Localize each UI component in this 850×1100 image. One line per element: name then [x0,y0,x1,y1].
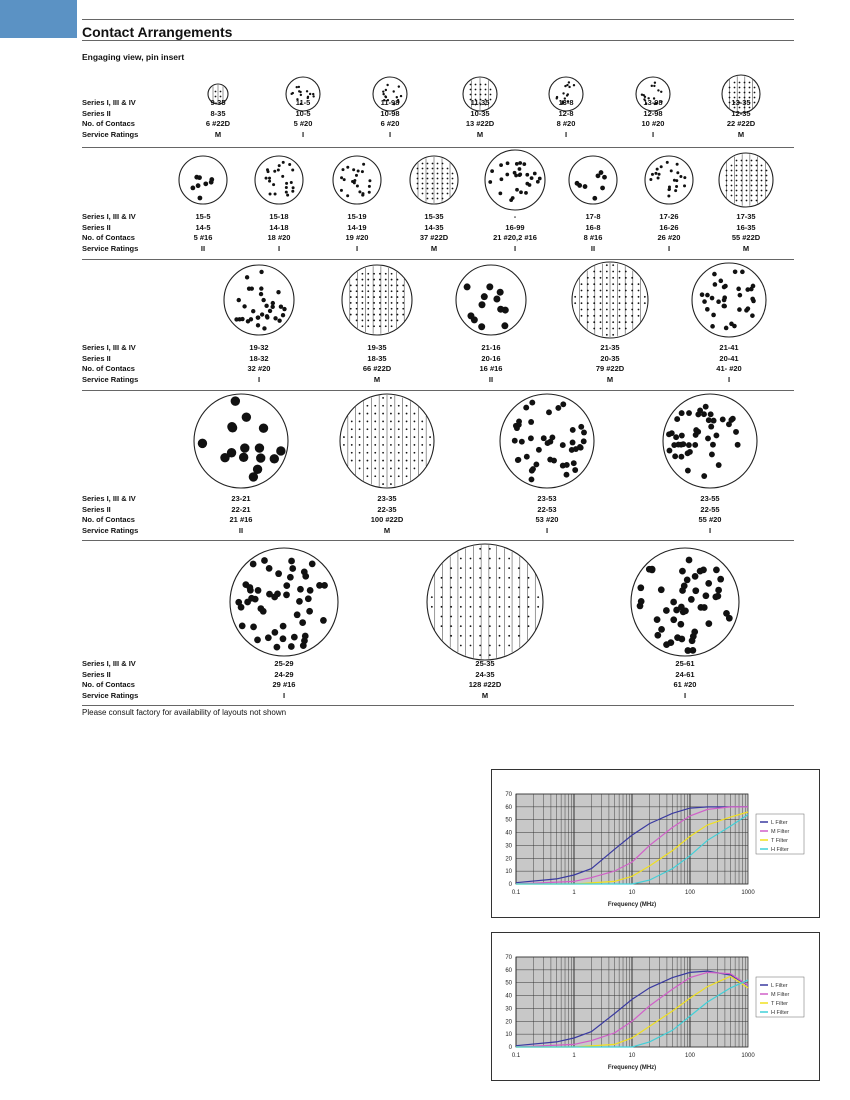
arrangement-series-2: 16-26 [659,222,679,232]
arrangement-series-2: 12-98 [643,108,663,118]
y-tick-label: 20 [505,856,512,863]
arrangement-contacts: 55 #20 [698,515,722,524]
insert-disc-diagram [570,260,650,340]
arrangement-series-2: 18-35 [367,353,387,363]
row-label: No. of Contacs [82,233,135,242]
arrangement-series-1-3-4: 21-16 [481,343,501,352]
arrangement-series-1-3-4: 25-61 [675,659,695,668]
y-tick-label: 40 [505,830,512,837]
arrangement-rating: I [545,525,549,535]
arrangement-series-1-3-4: - [513,212,517,221]
row-label: Series I, III & IV [82,98,136,107]
arrangement-rating: II [238,525,244,535]
arrangement-series-1-3-4: 23-55 [700,494,720,503]
arrangement-contacts: 22 #22D [726,119,756,128]
row-divider [82,540,794,541]
insert-disc-diagram [498,392,596,490]
x-tick-label: 1 [572,890,576,896]
corner-color-tab [0,0,77,38]
legend-label: T Filter [771,838,789,844]
arrangement-series-2: 18-32 [249,353,269,363]
row-label: Service Ratings [82,690,139,700]
insert-disc-diagram [717,151,775,209]
arrangement-entry [665,494,755,536]
arrangement-rating: I [683,690,687,700]
y-tick-label: 50 [505,980,512,987]
arrangement-contacts: 55 #22D [731,233,761,242]
arrangement-entry [332,343,422,385]
arrangement-series-1-3-4: 11-35 [470,98,490,107]
arrangement-series-2: 16-99 [505,222,525,232]
y-tick-label: 60 [505,804,512,811]
row-divider [82,259,794,260]
arrangement-series-2: 22-35 [377,504,397,514]
insert-disc-diagram [425,542,545,662]
arrangement-rating: M [481,690,489,700]
x-tick-label: 1 [572,1053,576,1059]
arrangement-rating: I [651,129,655,139]
arrangement-contacts: 8 #16 [583,233,603,242]
arrangement-series-2: 24-61 [675,669,695,679]
arrangement-series-2: 14-18 [269,222,289,232]
x-tick-label: 1000 [741,890,755,896]
insert-disc-diagram [567,154,619,206]
legend-label: H Filter [771,1010,789,1016]
arrangement-series-1-3-4: 15-18 [269,212,289,221]
row-labels [82,343,138,385]
arrangement-entry [565,343,655,385]
arrangement-series-2: 10-5 [295,108,311,118]
arrangement-rating: M [476,129,484,139]
arrangement-contacts: 21 #20,2 #16 [493,233,537,242]
row-label: Service Ratings [82,129,139,139]
arrangement-series-1-3-4: 13-35 [731,98,751,107]
row-label: No. of Contacs [82,680,135,689]
row-label: Series II [82,504,111,514]
arrangement-contacts: 5 #20 [293,119,313,128]
arrangement-series-2: 16-8 [585,222,601,232]
arrangement-contacts: 66 #22D [362,364,392,373]
arrangement-series-1-3-4: 17-8 [585,212,601,221]
row-label: Series II [82,222,111,232]
arrangement-rating: I [564,129,568,139]
arrangement-series-1-3-4: 11-5 [295,98,311,107]
y-tick-label: 70 [505,955,512,961]
insert-disc-diagram [661,392,759,490]
arrangement-series-1-3-4: 15-35 [424,212,444,221]
arrangement-rating: I [388,129,392,139]
arrangement-entry [701,212,791,254]
arrangement-contacts: 26 #20 [657,233,681,242]
arrangement-contacts: 19 #20 [345,233,369,242]
arrangement-series-2: 10-35 [470,108,490,118]
arrangement-series-1-3-4: 15-5 [195,212,211,221]
arrangement-rating: M [430,243,438,253]
arrangement-entry [435,98,525,140]
arrangement-series-1-3-4: 11-98 [380,98,400,107]
arrangement-contacts: 100 #22D [370,515,404,524]
row-label: Series II [82,353,111,363]
arrangement-series-1-3-4: 25-29 [274,659,294,668]
arrangement-contacts: 79 #22D [595,364,625,373]
insert-disc-diagram [228,546,340,658]
arrangement-rating: I [257,374,261,384]
arrangement-contacts: 8 #20 [556,119,576,128]
row-label: Service Ratings [82,525,139,535]
arrangement-rating: M [214,129,222,139]
x-tick-label: 100 [684,1053,696,1059]
arrangement-series-2: 22-53 [537,504,557,514]
insert-disc-diagram [192,392,290,490]
row-labels [82,212,138,254]
insert-disc-diagram [253,154,305,206]
arrangement-series-2: 14-5 [195,222,211,232]
arrangement-entry [342,494,432,536]
arrangement-rating: II [200,243,206,253]
insert-disc-diagram [340,263,414,337]
arrangement-series-1-3-4: 19-35 [367,343,387,352]
y-tick-label: 20 [505,1019,512,1026]
arrangement-rating: I [513,243,517,253]
row-label: Series II [82,108,111,118]
arrangement-entry [258,98,348,140]
arrangement-rating: M [373,374,381,384]
legend-label: T Filter [771,1001,789,1007]
y-tick-label: 10 [505,869,512,876]
footer-note: Please consult factory for availability of layouts not shown [82,708,287,717]
arrangement-series-2: 22-55 [700,504,720,514]
insert-disc-diagram [454,263,528,337]
arrangement-series-1-3-4: 15-19 [347,212,367,221]
arrangement-contacts: 16 #16 [479,364,503,373]
attenuation-chart-2 [492,933,819,1080]
header-bottom-rule [82,40,794,41]
arrangement-series-1-3-4: 9-35 [210,98,226,107]
arrangement-entry [640,659,730,701]
arrangement-series-2: 8-35 [210,108,226,118]
insert-disc-diagram [222,263,296,337]
row-label: Service Ratings [82,243,139,253]
arrangement-series-1-3-4: 13-98 [643,98,663,107]
y-tick-label: 60 [505,967,512,974]
arrangement-series-2: 12-8 [558,108,574,118]
arrangement-entry [502,494,592,536]
y-tick-label: 30 [505,1006,512,1013]
arrangement-entry [173,98,263,140]
arrangement-rating: M [737,129,745,139]
insert-disc-diagram [483,148,547,212]
arrangement-rating: I [355,243,359,253]
insert-disc-diagram [331,154,383,206]
arrangement-series-1-3-4: 13-8 [558,98,574,107]
arrangement-entry [389,212,479,254]
arrangement-rating: II [590,243,596,253]
arrangement-series-1-3-4: 23-35 [377,494,397,503]
arrangement-contacts: 128 #22D [468,680,502,689]
x-tick-label: 100 [684,890,696,896]
arrangement-series-1-3-4: 25-35 [475,659,495,668]
arrangement-series-1-3-4: 21-35 [600,343,620,352]
arrangement-contacts: 18 #20 [267,233,291,242]
arrangement-series-1-3-4: 17-35 [736,212,756,221]
arrangement-entry [608,98,698,140]
arrangement-series-2: 24-35 [475,669,495,679]
y-tick-label: 40 [505,993,512,1000]
arrangement-contacts: 5 #16 [193,233,213,242]
attenuation-graph-1 [491,769,820,918]
row-label: No. of Contacs [82,364,135,373]
row-label: Series II [82,669,111,679]
y-tick-label: 50 [505,817,512,824]
arrangement-series-2: 12-35 [731,108,751,118]
arrangement-series-1-3-4: 17-26 [659,212,679,221]
row-label: Series I, III & IV [82,659,136,668]
arrangement-contacts: 13 #22D [465,119,495,128]
row-labels [82,659,138,701]
arrangement-entry [345,98,435,140]
arrangement-series-2: 20-35 [600,353,620,363]
x-axis-label: Frequency (MHz) [607,1065,657,1071]
x-tick-label: 10 [628,1053,636,1059]
arrangement-contacts: 6 #22D [205,119,231,128]
arrangement-contacts: 37 #22D [419,233,449,242]
row-labels [82,98,138,140]
arrangement-series-2: 14-19 [347,222,367,232]
row-label: No. of Contacs [82,515,135,524]
arrangement-series-2: 20-41 [719,353,739,363]
arrangement-series-2: 10-98 [380,108,400,118]
legend-label: M Filter [771,829,790,835]
legend-label: M Filter [771,992,790,998]
arrangement-rating: I [301,129,305,139]
arrangement-entry [440,659,530,701]
insert-disc-diagram [338,392,436,490]
arrangement-contacts: 53 #20 [535,515,559,524]
arrangement-contacts: 41- #20 [716,364,742,373]
arrangement-series-2: 16-35 [736,222,756,232]
arrangement-series-2: 24-29 [274,669,294,679]
x-tick-label: 0.1 [511,1053,521,1059]
arrangement-contacts: 29 #16 [272,680,296,689]
legend-label: H Filter [771,847,789,853]
x-tick-label: 1000 [741,1053,755,1059]
arrangement-rating: I [667,243,671,253]
row-label: Series I, III & IV [82,343,136,352]
arrangement-series-2: 20-16 [481,353,501,363]
legend-label: L Filter [771,983,788,989]
attenuation-chart-1 [492,770,819,917]
row-divider [82,705,794,706]
arrangement-contacts: 10 #20 [641,119,665,128]
header-top-rule [82,19,794,20]
y-tick-label: 0 [508,882,512,888]
arrangement-contacts: 6 #20 [380,119,400,128]
arrangement-entry [239,659,329,701]
arrangement-series-1-3-4: 23-21 [231,494,251,503]
arrangement-contacts: 32 #20 [247,364,271,373]
y-tick-label: 70 [505,792,512,798]
attenuation-graph-2 [491,932,820,1081]
row-label: No. of Contacs [82,119,135,128]
arrangement-rating: M [606,374,614,384]
arrangement-rating: I [282,690,286,700]
arrangement-entry [446,343,536,385]
arrangement-entry [696,98,786,140]
arrangement-entry [234,212,324,254]
row-label: Service Ratings [82,374,139,384]
arrangement-series-2: 22-21 [231,504,251,514]
arrangement-rating: I [277,243,281,253]
page-title: Contact Arrangements [82,24,233,40]
arrangement-contacts: 21 #16 [229,515,253,524]
insert-disc-diagram [177,154,229,206]
arrangement-rating: M [742,243,750,253]
arrangement-series-1-3-4: 23-53 [537,494,557,503]
arrangement-entry [684,343,774,385]
x-tick-label: 0.1 [511,890,521,896]
x-axis-label: Frequency (MHz) [607,902,657,908]
arrangement-series-2: 14-35 [424,222,444,232]
arrangement-contacts: 61 #20 [673,680,697,689]
legend-label: L Filter [771,820,788,826]
arrangement-rating: I [727,374,731,384]
insert-disc-diagram [408,154,460,206]
row-label: Series I, III & IV [82,494,136,503]
arrangement-entry [196,494,286,536]
y-tick-label: 10 [505,1032,512,1039]
x-tick-label: 10 [628,890,636,896]
arrangement-entry [470,212,560,254]
arrangement-series-1-3-4: 19-32 [249,343,269,352]
insert-disc-diagram [690,261,768,339]
row-divider [82,147,794,148]
arrangement-rating: II [488,374,494,384]
insert-disc-diagram [629,546,741,658]
arrangement-entry [521,98,611,140]
row-labels [82,494,138,536]
arrangement-rating: M [383,525,391,535]
y-tick-label: 30 [505,843,512,850]
page-subtitle: Engaging view, pin insert [82,52,185,62]
arrangement-series-1-3-4: 21-41 [719,343,739,352]
row-label: Series I, III & IV [82,212,136,221]
y-tick-label: 0 [508,1045,512,1051]
arrangement-entry [214,343,304,385]
arrangement-rating: I [708,525,712,535]
row-divider [82,390,794,391]
insert-disc-diagram [643,154,695,206]
